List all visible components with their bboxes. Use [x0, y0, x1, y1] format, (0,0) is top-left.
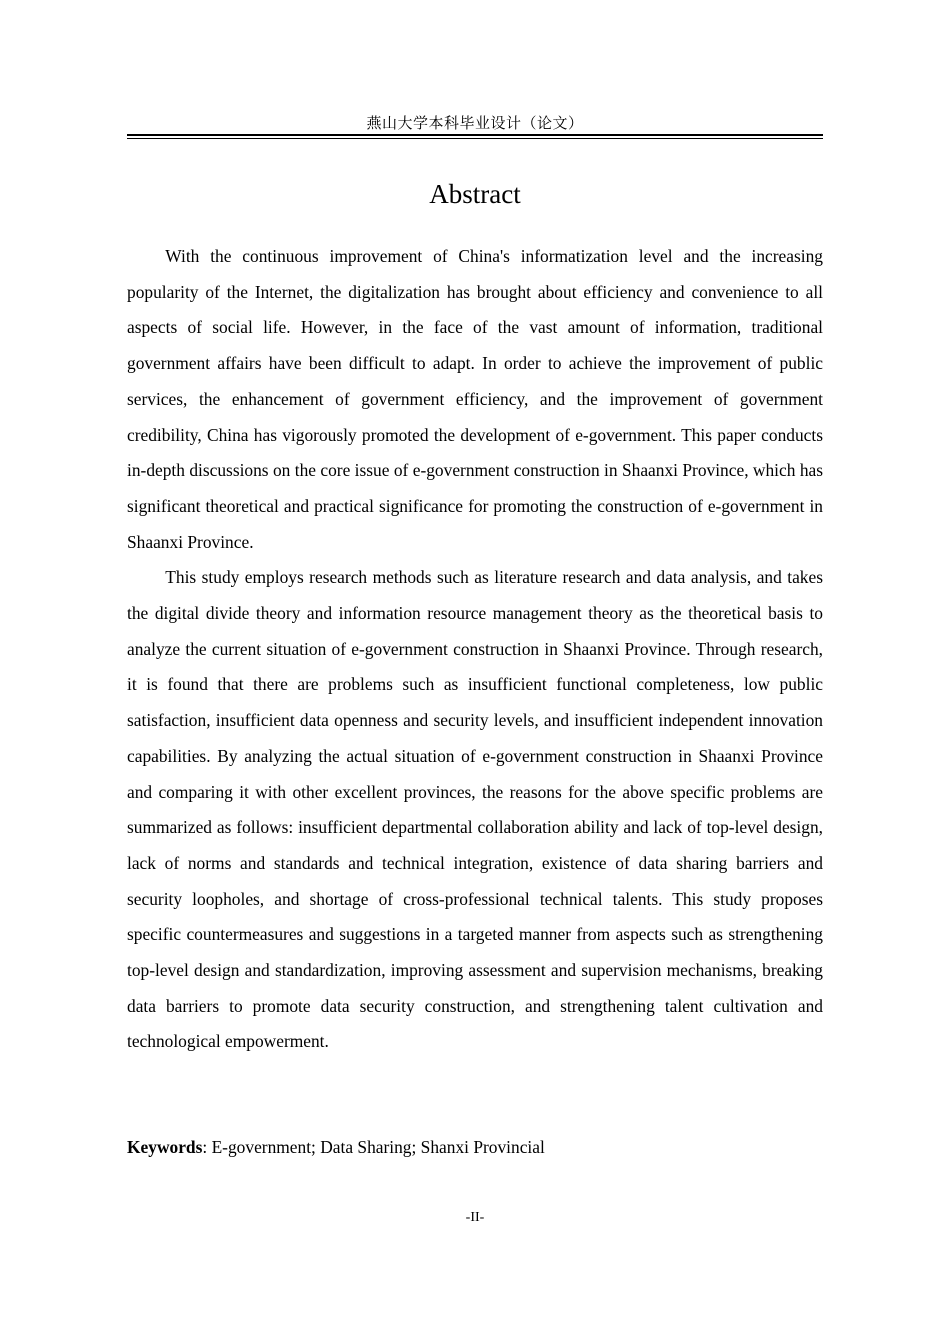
header-rule-thin [127, 138, 823, 139]
abstract-body [127, 239, 823, 1060]
running-header: 燕山大学本科毕业设计（论文） [366, 114, 584, 132]
keywords-separator: : [202, 1137, 208, 1157]
abstract-paragraph-1: With the continuous improvement of China's informatization level and the increasing popularity of the Internet, the digitalization has brought about efficiency and convenience to all aspects of social life. However, in the face of the vast amount of information, traditional government affairs have been difficult to adapt. In order to achieve the improvement of public services, the enhancement of government efficiency, and the improvement of government credibility, China has vigorously promoted the development of e-government. This paper conducts in-depth discussions on the core issue of e-government construction in Shaanxi Province, which has significant theoretical and practical significance for promoting the construction of e-government in Shaanxi Province. [127, 246, 823, 552]
keywords-value: E-government; Data Sharing; Shanxi Provincial [211, 1137, 545, 1157]
page-number: -II- [465, 1210, 485, 1225]
abstract-paragraph-2: This study employs research methods such as literature research and data analysis, and takes the digital divide theory and information resource management theory as the theoretical basis to analyze the current situation of e-government construction in Shaanxi Province. Through research, it is found that there are problems such as insufficient functional completeness, low public satisfaction, insufficient data openness and security levels, and insufficient independent innovation capabilities. By analyzing the actual situation of e-government construction in Shaanxi Province and comparing it with other excellent provinces, the reasons for the above specific problems are summarized as follows: insufficient departmental collaboration ability and lack of top-level design, lack of norms and standards and technical integration, existence of data sharing barriers and security loopholes, and shortage of cross-professional technical talents. This study proposes specific countermeasures and suggestions in a targeted manner from aspects such as strengthening top-level design and standardization, improving assessment and supervision mechanisms, breaking data barriers to promote data security construction, and strengthening talent cultivation and technological empowerment. [127, 567, 823, 1052]
abstract-title: Abstract [429, 179, 521, 209]
keywords-line [127, 1130, 823, 1166]
keywords-label: Keywords [127, 1137, 203, 1157]
header-rule-thick [127, 134, 823, 136]
